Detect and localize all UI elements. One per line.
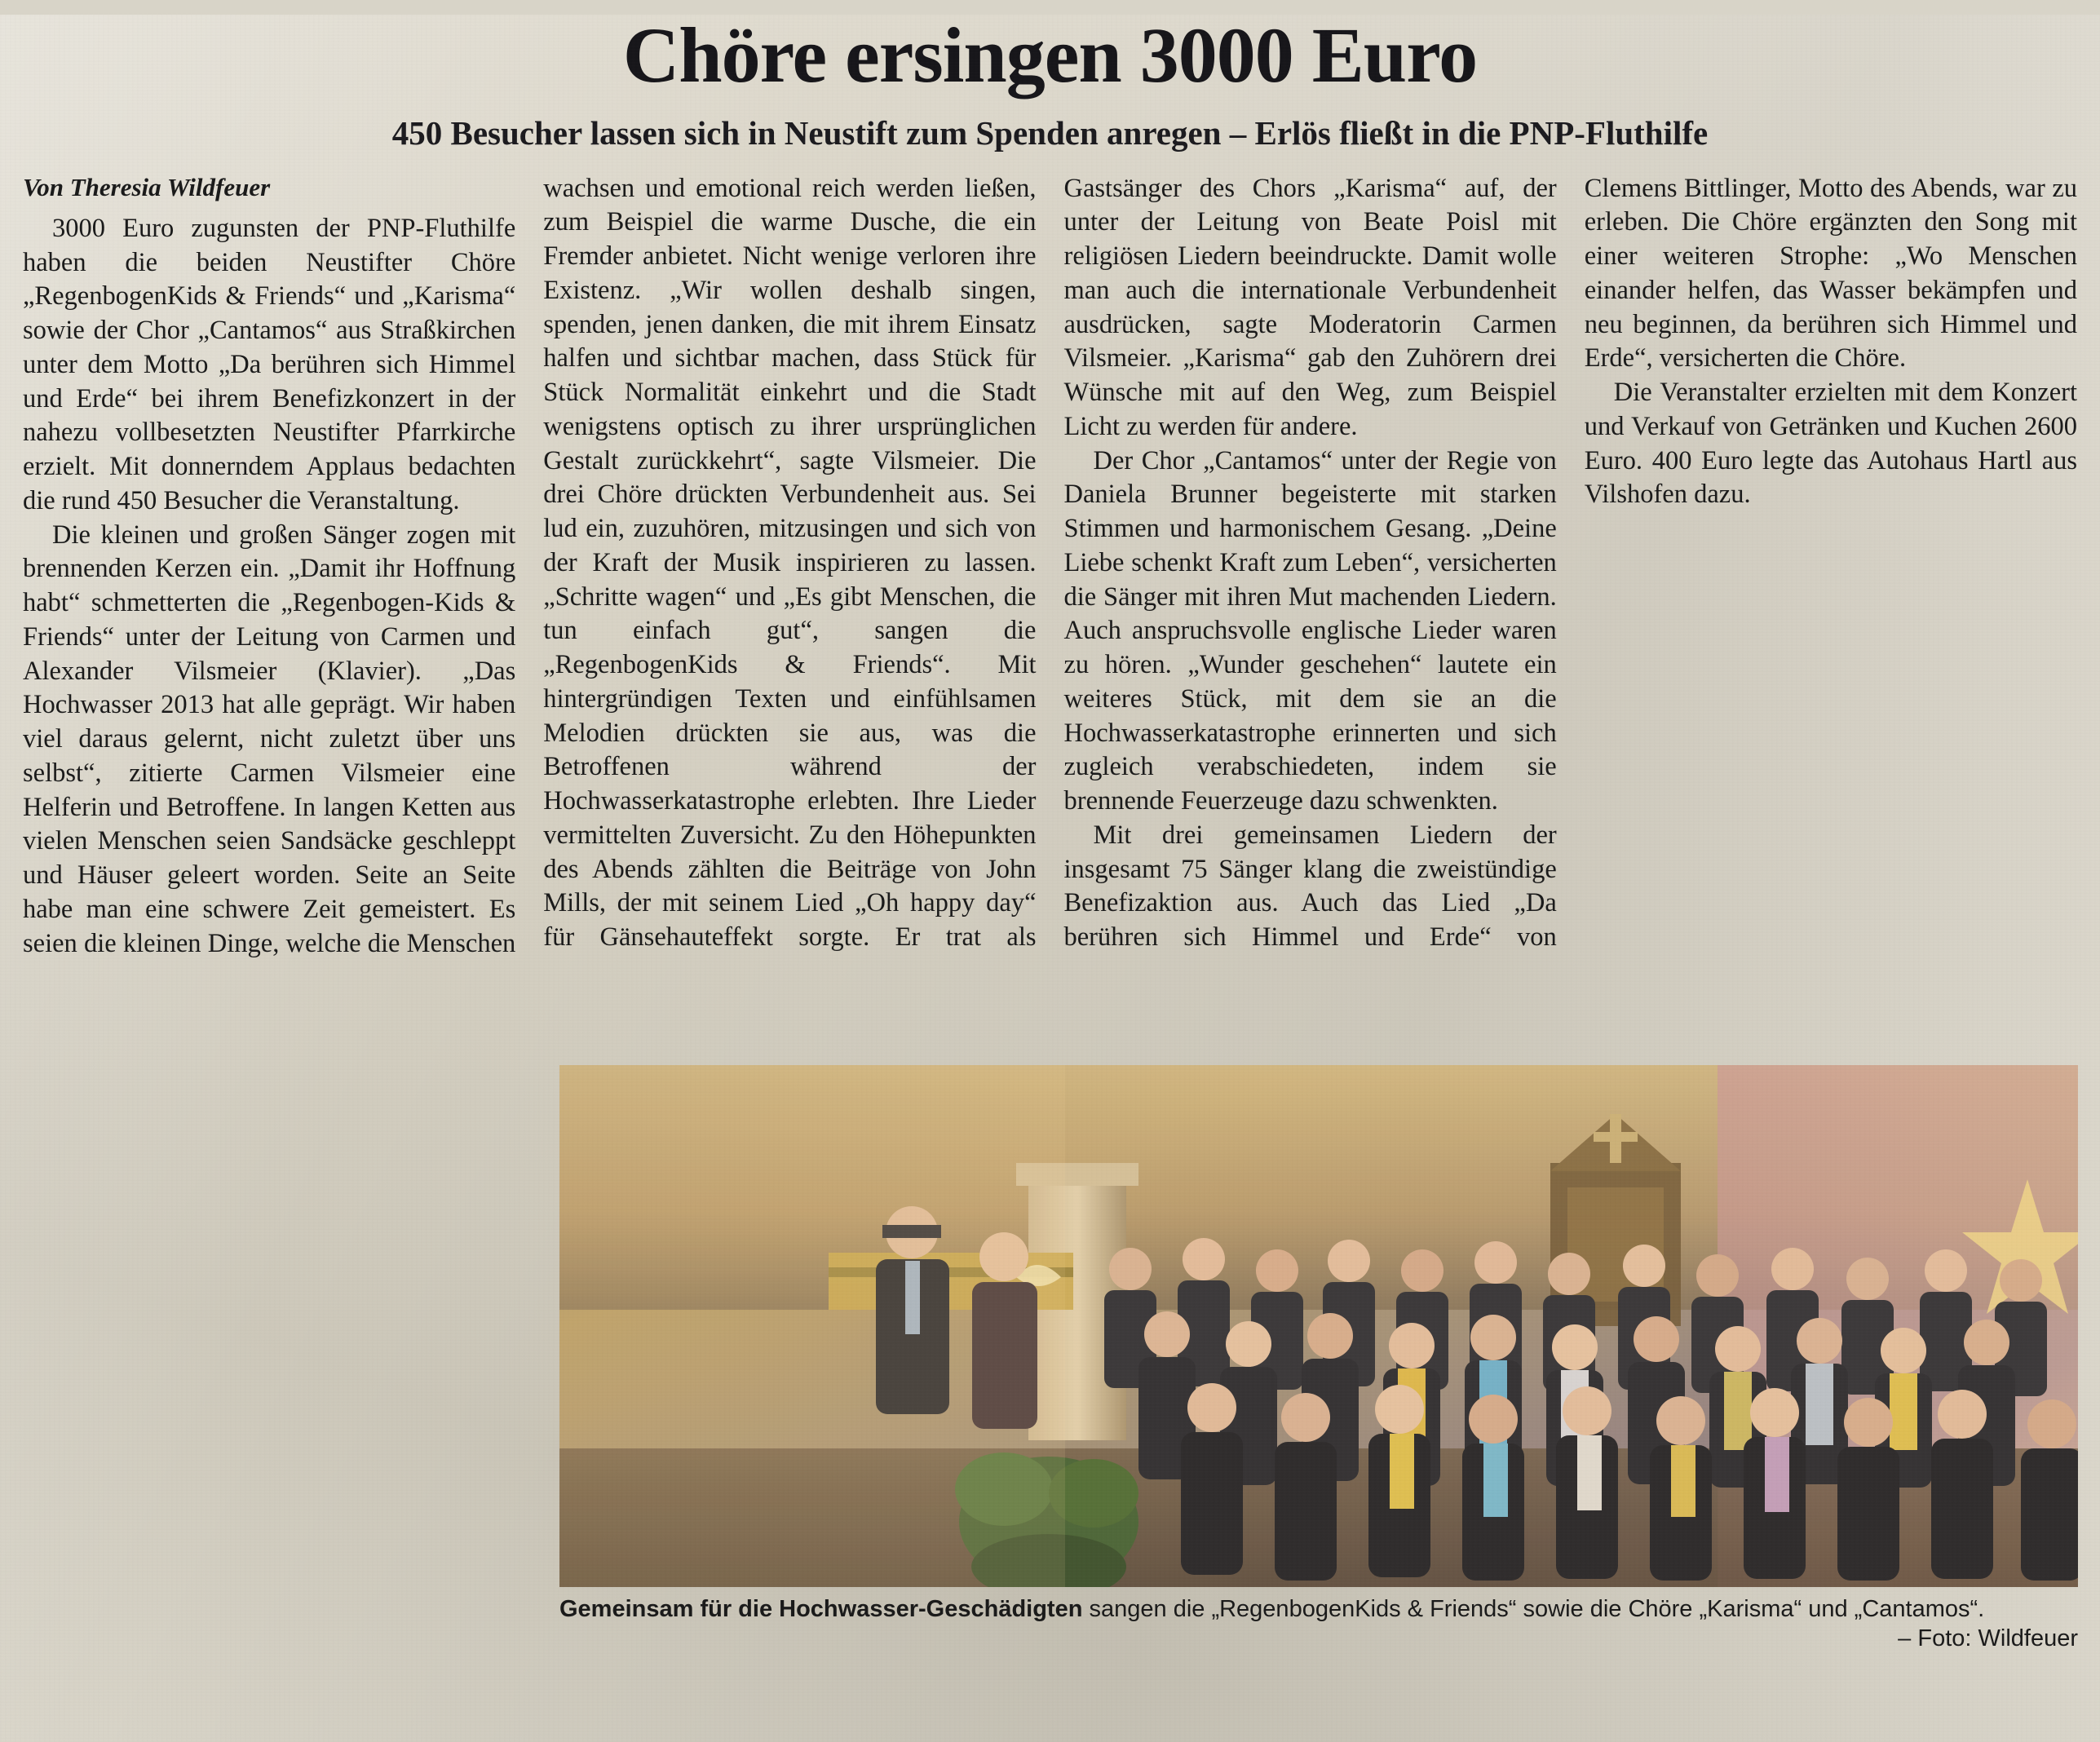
choir-photo-image xyxy=(559,1065,2078,1587)
paragraph-1: 3000 Euro zugunsten der PNP-Fluthilfe haben die beiden Neustifter Chöre „RegenbogenKids & Friends“ und „Karisma“ sowie der Chor „Cantamos“ aus Straßkirchen unter dem Motto „Da berühren sich Himmel und Erde“ bei ihrem Benefizkonzert in der nahezu vollbesetzten Neustifter Pfarrkirche erzielt. Mit donnerndem Applaus bedachten die rund 450 Besucher die Veranstaltung. xyxy=(23,213,516,515)
byline: Von Theresia Wildfeuer xyxy=(23,172,271,201)
photo-block xyxy=(559,1065,2078,1652)
newspaper-page xyxy=(0,11,2100,1742)
photo-credit: – Foto: Wildfeuer xyxy=(1898,1625,2078,1652)
photo-caption-text: sangen die „RegenbogenKids & Friends“ sowie die Chöre „Karisma“ und „Cantamos“. xyxy=(1082,1596,1985,1622)
page-title: Chöre ersingen 3000 Euro xyxy=(622,11,1478,99)
paragraph-4: Mit drei gemeinsamen Liedern der insgesamt 75 Sänger klang die zweistündige Benefizaktion aus. Auch das Lied „Da berühren sich Himmel und Erde“ von Clemens Bittlinger, Motto des Abends, war zu erleben. Die Chöre ergänzten den Song mit einer weiteren Strophe: „Wo Menschen einander helfen, das Wasser bekämpfen und neu beginnen, da berühren sich Himmel und Erde“, versicherten die Chöre. xyxy=(1063,173,2077,953)
paragraph-5: Die Veranstalter erzielten mit dem Konzert und Verkauf von Getränken und Kuchen 2600 Euro. 400 Euro legte das Autohaus Hartl aus Vilshofen dazu. xyxy=(1584,378,2077,510)
article-subheadline: 450 Besucher lassen sich in Neustift zum Spenden anregen – Erlös fließt in die PNP-Fluthilfe xyxy=(391,113,1709,152)
paragraph-3: Der Chor „Cantamos“ unter der Regie von Daniela Brunner begeisterte mit starken Stimmen und harmonischem Gesang. „Deine Liebe schenkt Kraft zum Leben“, versicherten die Sänger mit ihren Mut machenden Liedern. Auch anspruchsvolle englische Lieder waren zu hören. „Wunder geschehen“ lautete ein weiteres Stück, mit dem sie an die Hochwasserkatastrophe erinnerten und sich zugleich verabschiedeten, indem sie brennende Feuerzeuge dazu schwenkten. xyxy=(1063,445,1557,816)
article-body xyxy=(23,172,2077,988)
paragraph-2: Die kleinen und großen Sänger zogen mit brennenden Kerzen ein. „Damit ihr Hoffnung habt“ schmetterten die „Regenbogen-Kids & Friends“ unter der Leitung von Carmen und Alexander Vilsmeier (Klavier). „Das Hochwasser 2013 hat alle geprägt. Wir haben viel daraus gelernt, nicht zuletzt über uns selbst“, zitierte Carmen Vilsmeier eine Helferin und Betroffene. In langen Ketten aus vielen Menschen seien Sandsäcke geschleppt und Häuser geleert worden. Seite an Seite habe man eine schwere Zeit gemeistert. Es seien die kleinen Dinge, welche die Menschen wachsen und emotional reich werden ließen, zum Beispiel die warme Dusche, die ein Fremder anbietet. Nicht wenige verloren ihre Existenz. „Wir wollen deshalb singen, spenden, jenen danken, die mit ihrem Einsatz halfen und sichtbar machen, dass Stück für Stück Normalität einkehrt und die Stadt wenigstens optisch zu ihrer ursprünglichen Gestalt zurückkehrt“, sagte Vilsmeier. Die drei Chöre drückten Verbundenheit aus. Sei lud ein, zuzuhören, mitzusingen und sich von der Kraft der Musik inspirieren zu lassen. „Schritte wagen“ und „Es gibt Menschen, die tun einfach gut“, sangen die „RegenbogenKids & Friends“. Mit hintergründigen Texten und einfühlsamen Melodien drückten sie aus, was die Betroffenen während der Hochwasserkatastrophe erlebten. Ihre Lieder vermittelten Zuversicht. Zu den Höhepunkten des Abends zählten die Beiträge von John Mills, der mit seinem Lied „Oh happy day“ für Gänsehauteffekt sorgte. Er trat als Gastsänger des Chors „Karisma“ auf, der unter der Leitung von Beate Poisl mit religiösen Liedern beeindruckte. Damit wolle man auch die internationale Verbundenheit ausdrücken, sagte Moderatorin Carmen Vilsmeier. „Karisma“ gab den Zuhörern drei Wünsche mit auf den Weg, zum Beispiel Licht zu werden für andere. xyxy=(23,173,1557,958)
photo-caption xyxy=(559,1595,2078,1652)
photo-caption-lead: Gemeinsam für die Hochwasser-Geschädigten xyxy=(559,1596,1083,1622)
choir-photo xyxy=(559,1065,2078,1587)
